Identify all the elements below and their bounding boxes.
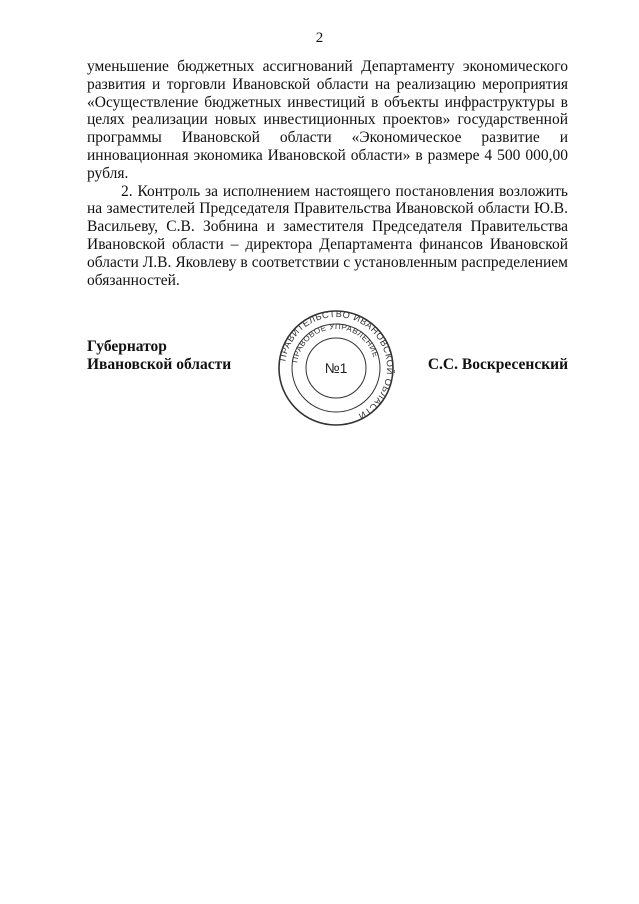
document-body bbox=[87, 58, 568, 289]
signature-position-line2: Ивановской области bbox=[87, 356, 232, 373]
official-seal bbox=[277, 309, 395, 427]
seal-center-text: №1 bbox=[324, 360, 348, 376]
signature-position-line1: Губернатор bbox=[87, 338, 167, 355]
signature-name: С.С. Воскресенский bbox=[427, 356, 568, 373]
seal-inner-text: ПРАВОВОЕ УПРАВЛЕНИЕ bbox=[290, 321, 381, 364]
signature-position bbox=[87, 338, 231, 374]
paragraph-control: 2. Контроль за исполнением настоящего постановления возложить на заместителей Председателя Правительства Ивановской области Ю.В. Васильеву, С.В. Зобнина и заместителя Председателя Правительства Ивановской области – директора Департамента финансов Ивановской области Л.В. Яковлеву в соответствии с установленным распределением обязанностей. bbox=[87, 182, 568, 289]
seal-outer-text: ПРАВИТЕЛЬСТВО ИВАНОВСКОЙ ОБЛАСТИ bbox=[277, 309, 395, 422]
paragraph-budget-reduction: уменьшение бюджетных ассигнований Департаменту экономического развития и торговли Ивановской области на реализацию мероприятия «Осуществление бюджетных инвестиций в объекты инфраструктуры в целях реализации новых инвестиционных проектов» государственной программы Ивановской области «Экономическое развитие и инновационная экономика Ивановской области» в размере 4 500 000,00 рубля. bbox=[87, 58, 568, 182]
page-number: 2 bbox=[315, 30, 324, 46]
